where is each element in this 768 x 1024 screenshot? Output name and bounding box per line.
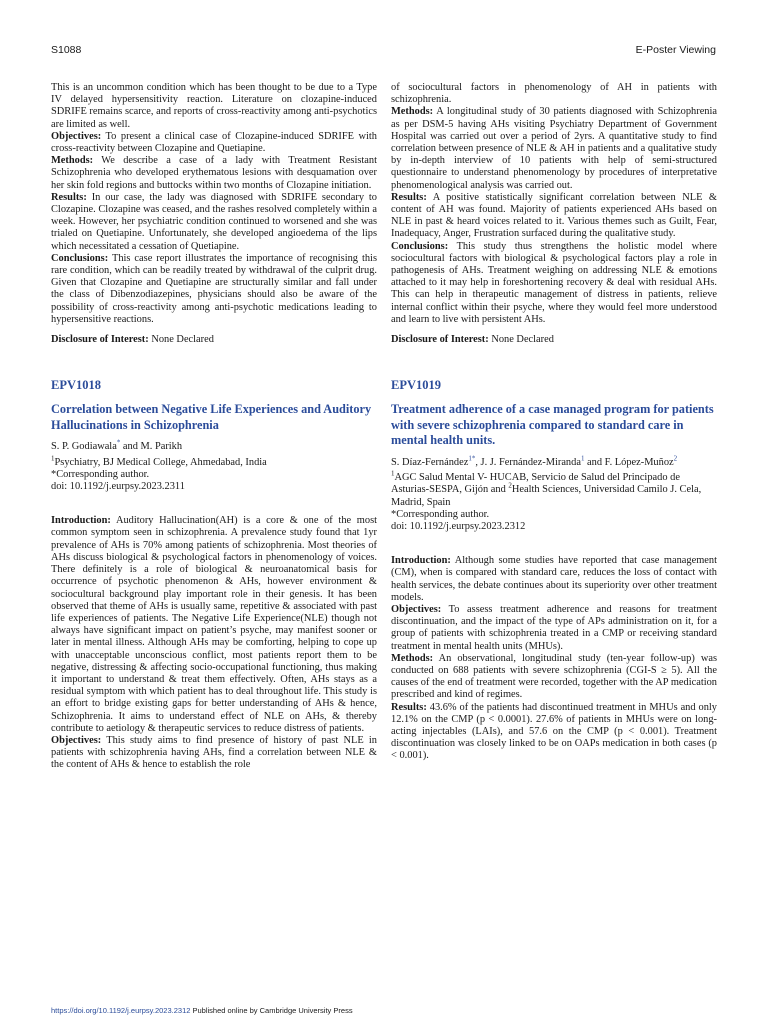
abstract-paragraph: This is an uncommon condition which has been thought to be due to a Type IV delayed hypersensitivity reaction. Literature on clozapine-induced SDRIFE remains scarce, and reports of cross-reactivity among anti-psychotics are limited as well. bbox=[51, 82, 377, 130]
abstract-code: EPV1019 bbox=[391, 378, 441, 393]
abstract-paragraph: Methods: A longitudinal study of 30 patients diagnosed with Schizophrenia as per DSM-5 having AHs visiting Psychiatry Department of Government Hospital was carried out over a period of 2yrs. A quantitative study to find correlation between presence of NLE & AH in patients and a qualitative study by in-depth interview of 10 patients with help of semi-structured questionnaire to understand phenomenology by procedures of interpretative phenomenological analysis was carried out. bbox=[391, 106, 717, 191]
abstract-title: Correlation between Negative Life Experiences and Auditory Hallucinations in Schizophrenia bbox=[51, 402, 372, 432]
section-label: E-Poster Viewing bbox=[635, 44, 716, 56]
doi: doi: 10.1192/j.eurpsy.2023.2311 bbox=[51, 481, 185, 493]
abstract-paragraph: Methods: We describe a case of a lady with Treatment Resistant Schizophrenia who developed erythematous lesions with desquamation over her skin fold regions and buttocks within two months of Clozapine initiation. bbox=[51, 155, 377, 191]
corresponding-author: *Corresponding author. bbox=[391, 508, 490, 520]
corresponding-author: *Corresponding author. bbox=[51, 468, 150, 480]
abstract-title: Treatment adherence of a case managed program for patients with severe schizophrenia compared to standard care in mental health units. bbox=[391, 402, 714, 448]
abstract-paragraph: Results: In our case, the lady was diagnosed with SDRIFE secondary to Clozapine. Clozapine was ceased, and the rashes resolved completely within a week. However, her psychiatric condition continued to worsened and she was trialed on Quetiapine. Unfortunately, she developed angioedema of the lips which necessitated a cessation of Quetiapine. bbox=[51, 191, 377, 252]
footer bbox=[51, 1006, 353, 1015]
page-number: S1088 bbox=[51, 44, 82, 56]
disclosure: Disclosure of Interest: None Declared bbox=[51, 334, 214, 346]
left-column bbox=[51, 82, 377, 772]
abstract-paragraph: Conclusions: This study thus strengthens the holistic model where sociocultural factors with biological & psychological factors play a role in pathogenesis of AHs. Treatment weighing on addressing NLE & emotions attached to it may help in foreshortening recovery & deal with residual AHs. This can help in therapeutic management of distress in patients, relieve internal conflict within their psyche, where they would feel more understood and learn to live with persistent AHs. bbox=[391, 240, 717, 325]
right-column bbox=[391, 82, 717, 763]
abstract-paragraph: Introduction: Auditory Hallucination(AH) is a core & one of the most common symptom seen in schizophrenia. A prevalence study found that 1yr prevalence of AHs is 70% among patients of schizophrenia. Most theories of AHs discuss biological & psychological factors in phenomenology of voices. There definitely is a role of biological & neuroanatomical basis for occurrence of psychotic phenomenon & AHs, however environment & sociocultural background play important role in their genesis. It has been observed that theme of AHs is usually same, repetitive & associated with past life experiences of patients. The Negative Life Experience(NLE) though not always have significant impact on patient’s psyche, may manifest sooner or later in mental illness. Although AHs may be comforting, helping to cope up with unacceptable unconscious conflict, most patients report them to be negative, distressing & affecting socio-occupational functioning, thus making it important to understand & treat them effectively. Often, AHs stays as a residual symptom with which patient has to deal throughout life. This study is an effort to bridge existing gaps for better understanding of AHs & hence, Schizophrenia. It aims to understand effect of NLE on AHs, & thereby contribute to aetiology & therapeutic services to reduce distress of patients. bbox=[51, 515, 377, 734]
affiliation: $^1$Psychiatry, BJ Medical College, Ahmedabad, India bbox=[51, 454, 267, 468]
abstract-paragraph: Introduction: Although some studies have reported that case management (CM), when is compared with standard care, reduces the loss of contact with health services, the debate continues about its superiority over other treatment models. bbox=[391, 555, 717, 603]
abstract-paragraph: Objectives: To present a clinical case of Clozapine-induced SDRIFE with cross-reactivity between Clozapine and Quetiapine. bbox=[51, 130, 377, 155]
abstract-code: EPV1018 bbox=[51, 378, 101, 393]
doi: doi: 10.1192/j.eurpsy.2023.2312 bbox=[391, 520, 526, 532]
disclosure: Disclosure of Interest: None Declared bbox=[391, 334, 554, 346]
abstract-paragraph: Conclusions: This case report illustrates the importance of recognising this rare condition, which can be readily treated by withdrawal of the culprit drug. Given that Clozapine and Quetiapine are structurally similar and fall under the class of Dibenzodiazepines, physicians should also be aware of the possibility of cross-reactivity among anti-psychotic medications leading to hypersensitive reactions. bbox=[51, 252, 377, 325]
abstract-paragraph: Results: 43.6% of the patients had discontinued treatment in MHUs and only 12.1% on the CMP (p < 0.0001). 27.6% of patients in MHUs were on long-acting injectables (LAIs), and 57.6 on the CMP (p < 0.001). Treatment discontinuation was closely linked to be on OAPs medication in both cases (p < 0.001). bbox=[391, 701, 717, 762]
affiliation: $^1$AGC Salud Mental V- HUCAB, Servicio de Salud del Principado de Asturias-SESPA, Gijón and $^2$Health Sciences, Universidad Camilo J. Cela, Madrid, Spain bbox=[391, 469, 702, 508]
footer-text: Published online by Cambridge University Press bbox=[190, 1006, 353, 1015]
abstract-paragraph: Objectives: This study aims to find presence of history of past NLE in patients with schizophrenia having AHs, find a correlation between NLE & the content of AHs & hence to establish the role bbox=[51, 734, 377, 771]
authors: S. Díaz-Fernández$^{1*}$, J. J. Fernández-Miranda$^1$ and F. López-Muñoz$^2$ bbox=[391, 454, 678, 468]
abstract-paragraph: Objectives: To assess treatment adherence and reasons for treatment discontinuation, and the impact of the type of APs administration on it, for a group of patients with schizophrenia treated in a CMP or receiving standard treatment in mental health units (MHUs). bbox=[391, 604, 717, 652]
authors: S. P. Godiawala* and M. Parikh bbox=[51, 439, 183, 453]
abstract-paragraph: Methods: An observational, longitudinal study (ten-year follow-up) was conducted on 688 patients with severe schizophrenia (CGI-S ≥ 5). All the causes of the end of treatment were recorded, together with the AP medication prescribed and kind of regimes. bbox=[391, 652, 717, 701]
abstract-paragraph: Results: A positive statistically significant correlation between NLE & content of AH was found. Majority of patients experienced AHs based on NLE in past & heard voices related to it. Various themes such as Guilt, Fear, Inadequacy, Anger, Frustration surfaced during the qualitative study. bbox=[391, 191, 717, 240]
doi-link[interactable]: https://doi.org/10.1192/j.eurpsy.2023.2312 bbox=[51, 1006, 191, 1015]
abstract-paragraph: of sociocultural factors in phenomenology of AH in patients with schizophrenia. bbox=[391, 82, 717, 106]
